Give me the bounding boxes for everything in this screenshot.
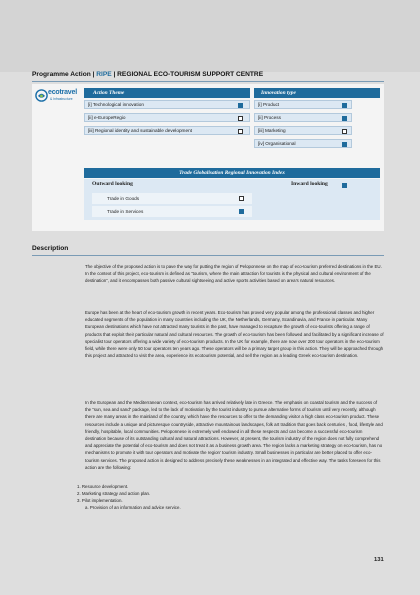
title-divider <box>32 81 384 82</box>
task-list-item: 1. Resource development. <box>77 484 129 489</box>
description-paragraph: In the European and the Mediterranean context, eco-tourism has arrived relatively late in Greece. The emphasis on coastal tourism and the success of the “sun, sea and sand” package, led to the lack of motivation by the tourist industry to pursue alternative forms of tourism until very recently, although there are many areas in the mainland of the country, which have the resources to offer to the demanding visitor a high class eco-tourism product. These resources include a unique and picturesque countryside, attractive mountainous landscapes, folk art tradition that goes back centuries , food, lifestyle and friendly, hospitable, local communities. Peloponnese is extremely well endowed in all these respects and can become a successful eco-tourism destination because of its outstanding cultural and natural attractions. However, at present, the tourism industry of the region does not fully comprehend and appreciate the potential of eco-tourism and does not treat it as a business growth area. The region lacks a marketing strategy on eco-tourism, has no mechanisms to promote it with tour operators and motivate the region’ tourism industry. Small businesses in particular are better placed to offer eco-tourism services. The proposed action is designed to address precisely these weaknesses in an integrated and effective way. The tasks foreseen for this action are the following: <box>85 400 383 470</box>
action-theme-label: [iii] Regional identity and sustainable development <box>88 128 192 133</box>
action-theme-row <box>84 100 250 109</box>
ecotravel-logo <box>35 88 79 104</box>
action-theme-row <box>84 113 250 122</box>
checkbox-checked[interactable] <box>238 103 243 108</box>
swirl-logo-icon <box>35 89 48 102</box>
task-list-item: a. Provision of an information and advice service. <box>85 505 181 510</box>
top-band <box>0 0 420 72</box>
trade-row <box>92 206 252 217</box>
action-theme-label: [i] Technological innovation <box>88 102 144 107</box>
inward-looking-label: Inward looking <box>291 181 328 187</box>
innovation-type-label: [ii] Process <box>258 115 281 120</box>
innovation-type-row <box>254 113 352 122</box>
innovation-type-label: [iv] Organisational <box>258 141 296 146</box>
programme-prefix: Programme Action | <box>32 71 97 78</box>
trade-row <box>92 193 252 204</box>
checkbox-empty[interactable] <box>239 196 244 201</box>
programme-title <box>32 71 263 78</box>
innovation-type-row <box>254 139 352 148</box>
innovation-type-label: [iii] Marketing <box>258 128 286 133</box>
checkbox-checked[interactable] <box>342 183 347 188</box>
checkbox-checked[interactable] <box>342 142 347 147</box>
checkbox-empty[interactable] <box>238 129 243 134</box>
logo-tagline: & Infrastructure <box>50 97 73 101</box>
innovation-type-label: [i] Product <box>258 102 280 107</box>
description-paragraph: Europe has been at the heart of eco-tourism growth in recent years. Eco-tourism has proved very popular among the professional classes and higher educated segments of the population in many countries including the UK, the Netherlands, Germany, Scandinavia, and France in particular. Many European destinations which have not attracted many tourists in the past, have managed to recapture the growth of eco-tourists offering a range of products that exploit their particular natural and cultural resources. The growth of eco-tourism has been followed and facilitated by a significant increase of specialist tour operators offering a wide variety of eco-tourism products. In the UK for example, there are now over 200 tour operators in the eco-tourism field, while there were only 50 tour operators ten years ago. These operators will be a primary target group in this action. They will be approached through this project and attracted to visit the area, experience its ecotourism potential, and sell the region as a leading Greek eco-tourism destination. <box>85 310 384 359</box>
checkbox-checked[interactable] <box>342 103 347 108</box>
description-divider <box>32 255 384 256</box>
task-list-item: 3. Pilot implementation. <box>77 498 123 503</box>
checkbox-empty[interactable] <box>342 129 347 134</box>
description-paragraph: The objective of the proposed action is to pave the way for putting the region of Peloponnese on the map of eco-tourism preferred destinations in the EU. In the context of this project, eco-tourism is defined as “tourism, where the main attraction for tourists is the physical and cultural environment of the destination”, and it encompasses both passive cultural sightseeing and active sports activities based on area’s natural resources. <box>85 264 382 284</box>
page-number: 131 <box>374 557 384 563</box>
programme-brand: RIPE <box>96 71 112 78</box>
description-title: Description <box>32 245 69 252</box>
innovation-type-header: Innovation type <box>254 88 380 98</box>
outward-looking-label: Outward looking <box>92 181 133 187</box>
logo-wordmark: ecotravel <box>48 89 77 96</box>
innovation-index-header: Trade Globalisation Regional Innovation Index <box>84 168 380 178</box>
innovation-type-row <box>254 100 352 109</box>
task-list-item: 2. Marketing strategy and action plan. <box>77 491 151 496</box>
action-theme-label: [ii] e-EuropeRegio <box>88 115 126 120</box>
checkbox-checked[interactable] <box>239 209 244 214</box>
programme-suffix: | REGIONAL ECO-TOURISM SUPPORT CENTRE <box>111 71 264 78</box>
trade-label: Trade in Services <box>107 209 144 214</box>
action-theme-row <box>84 126 250 135</box>
trade-label: Trade in Goods <box>107 196 140 201</box>
checkbox-empty[interactable] <box>238 116 243 121</box>
checkbox-checked[interactable] <box>342 116 347 121</box>
innovation-type-row <box>254 126 352 135</box>
action-theme-header: Action Theme <box>84 88 250 98</box>
